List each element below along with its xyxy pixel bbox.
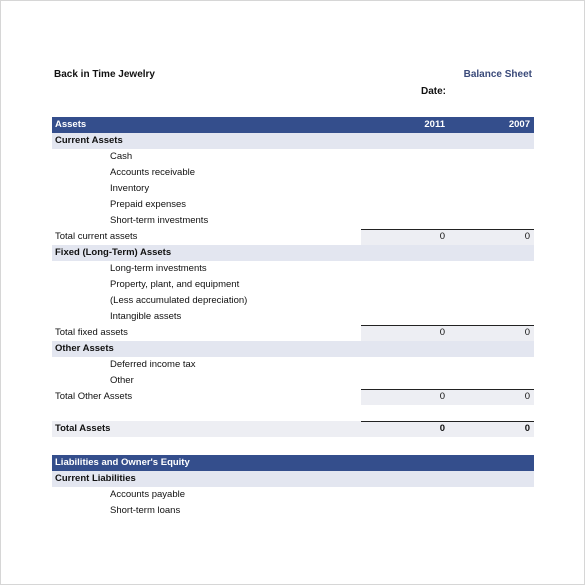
current-liabilities-title: Current Liabilities [55, 473, 136, 484]
current-assets-header [52, 133, 534, 149]
line-item-row [52, 309, 534, 325]
total-value-year-1: 0 [439, 327, 445, 338]
document-title: Balance Sheet [463, 69, 532, 80]
line-item-row [52, 373, 534, 389]
line-item-row [52, 213, 534, 229]
current-liabilities-header [52, 471, 534, 487]
fixed-assets-header [52, 245, 534, 261]
column-year-1: 2011 [424, 119, 445, 130]
balance-sheet-table [52, 117, 534, 519]
line-item-row [52, 293, 534, 309]
line-item-label: Short-term loans [110, 505, 181, 516]
other-assets-header [52, 341, 534, 357]
line-item-label: (Less accumulated depreciation) [110, 295, 248, 306]
line-item-label: Accounts payable [110, 489, 185, 500]
spacer [52, 437, 534, 453]
line-item-label: Intangible assets [110, 311, 182, 322]
grand-total-year-2: 0 [524, 423, 530, 434]
total-other-assets-row [52, 389, 534, 405]
line-item-label: Long-term investments [110, 263, 207, 274]
current-assets-title: Current Assets [55, 135, 123, 146]
line-item-row [52, 149, 534, 165]
total-fixed-assets-row [52, 325, 534, 341]
fixed-assets-title: Fixed (Long-Term) Assets [55, 247, 172, 258]
line-item-row [52, 503, 534, 519]
line-item-row [52, 487, 534, 503]
company-name: Back in Time Jewelry [54, 69, 155, 80]
liabilities-title: Liabilities and Owner's Equity [55, 457, 190, 468]
date-label: Date: [421, 86, 447, 97]
total-value-year-1: 0 [439, 231, 445, 242]
line-item-row [52, 165, 534, 181]
total-value-year-2: 0 [524, 231, 530, 242]
line-item-row [52, 261, 534, 277]
other-assets-title: Other Assets [55, 343, 114, 354]
total-assets-row [52, 421, 534, 437]
line-item-row [52, 197, 534, 213]
line-item-label: Short-term investments [110, 215, 209, 226]
line-item-row [52, 357, 534, 373]
grand-total-year-1: 0 [439, 423, 445, 434]
line-item-row [52, 181, 534, 197]
total-label: Total current assets [55, 231, 138, 242]
total-value-year-2: 0 [524, 391, 530, 402]
line-item-label: Prepaid expenses [110, 199, 187, 210]
column-year-2: 2007 [508, 119, 530, 130]
line-item-label: Accounts receivable [110, 167, 196, 178]
total-label: Total fixed assets [55, 327, 128, 338]
liabilities-header-row [52, 455, 534, 471]
line-item-label: Property, plant, and equipment [110, 279, 240, 290]
total-value-year-2: 0 [524, 327, 530, 338]
line-item-label: Other [110, 375, 134, 386]
total-label: Total Other Assets [55, 391, 133, 402]
assets-title: Assets [55, 119, 87, 130]
grand-total-label: Total Assets [55, 423, 111, 434]
line-item-row [52, 277, 534, 293]
line-item-label: Deferred income tax [110, 359, 196, 370]
total-value-year-1: 0 [439, 391, 445, 402]
assets-header-row [52, 117, 534, 133]
spacer [52, 405, 534, 421]
total-current-assets-row [52, 229, 534, 245]
line-item-label: Inventory [110, 183, 150, 194]
line-item-label: Cash [110, 151, 133, 162]
